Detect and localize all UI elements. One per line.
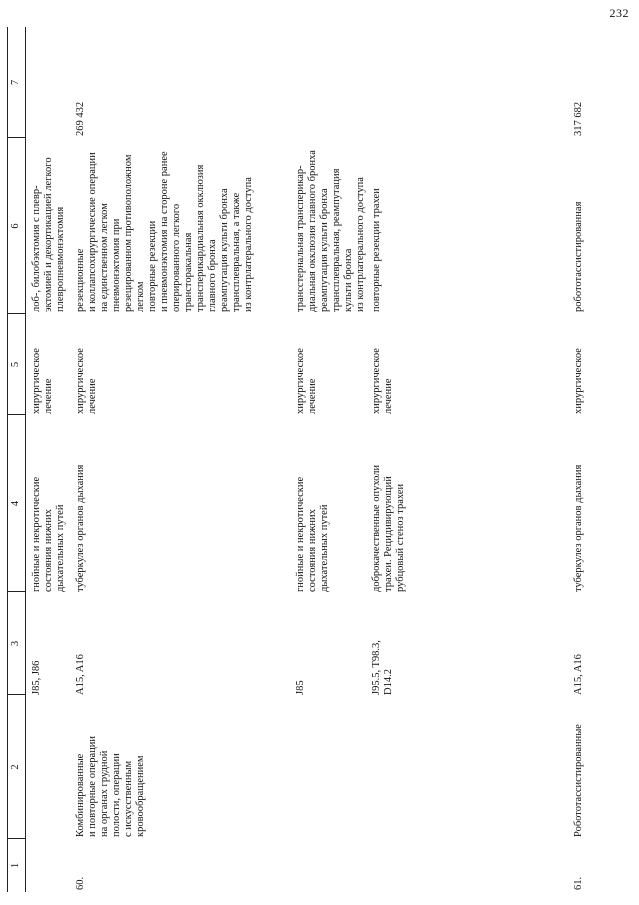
row60-model-a-line: гнойные и некротические: [31, 476, 42, 592]
header-col-1: 1: [10, 862, 21, 869]
row60-model-c: [295, 417, 331, 592]
row60-method-b-line: оперированного легкого: [171, 203, 182, 312]
row60-method-a-line: плевропневмонэктомия: [55, 206, 66, 312]
header-col-4: 4: [10, 500, 21, 507]
row60-method-b-line: главного бронха: [207, 239, 218, 312]
row61-code: A15, A16: [573, 654, 584, 695]
table-top-rule: [7, 27, 8, 892]
row60-method-d: [371, 188, 383, 312]
row60-model-a: [31, 417, 67, 592]
row60-method-c-line: трансстернальная трансперикар-: [295, 165, 306, 312]
row60-treat-c-line: лечение: [307, 378, 318, 414]
row60-treat-c-line: хирургическое: [295, 348, 306, 414]
row60-method-a-line: лоб-, билобэктомия с плевр-: [31, 185, 42, 312]
row60-treat-a-line: хирургическое: [31, 348, 42, 414]
row60-method-b-line: повторные резекции: [147, 220, 158, 312]
header-col-3: 3: [10, 640, 21, 647]
row60-method-a: [31, 140, 67, 312]
row61-treat: [573, 348, 585, 414]
row60-name-line: кровообращением: [135, 755, 146, 837]
row60-code-d-line: D14.2: [383, 669, 394, 695]
row60-method-b-line: на единственном легком: [99, 203, 110, 312]
header-bottom-rule: [25, 27, 26, 892]
row60-name-line: с искусственным: [123, 760, 134, 837]
row61-treat-line: хирургическое: [573, 348, 584, 414]
row60-model-b-line: туберкулез органов дыхания: [75, 464, 86, 592]
row60-treat-b-line: хирургическое: [75, 348, 86, 414]
header-col-5: 5: [10, 361, 21, 368]
rotated-table: [7, 27, 592, 892]
row60-method-b-line: пневмонэктомия при: [111, 218, 122, 312]
row60-method-c-line: реампутация культи бронха: [319, 188, 330, 312]
row60-method-d-line: повторные резекции трахеи: [371, 188, 382, 312]
row61-number: 61.: [573, 876, 584, 890]
row60-model-d: [371, 417, 407, 592]
row60-model-d-line: рубцовый стеноз трахеи: [395, 483, 406, 592]
row60-code-c: J85: [295, 680, 306, 695]
row60-model-a-line: состояния нижних: [43, 509, 54, 592]
row60-model-d-line: трахеи. Рецидивирующий: [383, 476, 394, 592]
row60-price: 269 432: [75, 101, 86, 136]
header-col-7: 7: [10, 79, 21, 86]
row60-model-c-line: дыхательных путей: [319, 504, 330, 592]
row60-treat-b: [75, 348, 99, 414]
row60-method-b-line: и пневмонэктомия на стороне ранее: [159, 151, 170, 312]
row60-name: [75, 697, 147, 837]
row60-method-c-line: диальная окклюзия главного бронха: [307, 150, 318, 312]
row60-treat-a: [31, 348, 55, 414]
row60-name-line: и повторные операции: [87, 735, 98, 837]
row60-model-d-line: доброкачественные опухоли: [371, 464, 382, 592]
row60-method-b-line: реампутация культи бронха: [219, 188, 230, 312]
row60-model-a-line: дыхательных путей: [55, 504, 66, 592]
row60-method-b-line: и коллапсохирургические операции: [87, 152, 98, 312]
row60-model-b: [75, 465, 87, 592]
row60-method-b-line: трансперикардиальная окклюзия: [195, 164, 206, 312]
row60-model-c-line: состояния нижних: [307, 509, 318, 592]
row61-name: [573, 724, 585, 837]
row61-model-line: туберкулез органов дыхания: [573, 464, 584, 592]
row60-treat-c: [295, 348, 319, 414]
row60-method-c-line: культи бронха: [343, 248, 354, 312]
page-number: 232: [609, 6, 629, 20]
row60-method-c-line: трансплевральная, реампутация: [331, 168, 342, 312]
row60-code-b: A15, A16: [75, 654, 86, 695]
row60-method-b: [75, 140, 255, 312]
row60-name-line: Комбинированные: [75, 753, 86, 837]
row61-price: 317 682: [573, 101, 584, 136]
row60-number: 60.: [75, 876, 86, 890]
row61-model: [573, 465, 585, 592]
row60-treat-a-line: лечение: [43, 378, 54, 414]
header-col-6: 6: [10, 223, 21, 229]
row60-method-b-line: резекционные: [75, 248, 86, 312]
row60-method-b-line: легком: [135, 281, 146, 312]
row60-method-c: [295, 140, 367, 312]
row60-method-b-line: трансплевральная, а также: [231, 192, 242, 312]
header-col-2: 2: [10, 764, 21, 770]
row60-code-d-line: J95.5, T98.3,: [371, 640, 382, 695]
row60-treat-d-line: хирургическое: [371, 348, 382, 414]
row60-name-line: полости, операции: [111, 753, 122, 837]
row60-code-a: J85, J86: [31, 660, 42, 695]
row60-method-b-line: трансторакальная: [183, 232, 194, 312]
row61-method: [573, 202, 585, 312]
row60-code-d: [371, 640, 395, 695]
row60-model-c-line: гнойные и некротические: [295, 476, 306, 592]
row60-method-b-line: резецированном противоположном: [123, 154, 134, 312]
row61-method-line: робототассистированная: [573, 201, 584, 312]
row60-method-a-line: эктомией и декортикацией легкого: [43, 157, 54, 312]
row61-name-line: Робототассистированные: [573, 724, 584, 837]
row60-treat-b-line: лечение: [87, 378, 98, 414]
row60-method-b-line: из контрлатерального доступа: [243, 177, 254, 312]
row60-name-line: на органах грудной: [99, 750, 110, 837]
row60-treat-d: [371, 348, 395, 414]
row60-treat-d-line: лечение: [383, 378, 394, 414]
row60-method-c-line: из контрлатерального доступа: [355, 177, 366, 312]
